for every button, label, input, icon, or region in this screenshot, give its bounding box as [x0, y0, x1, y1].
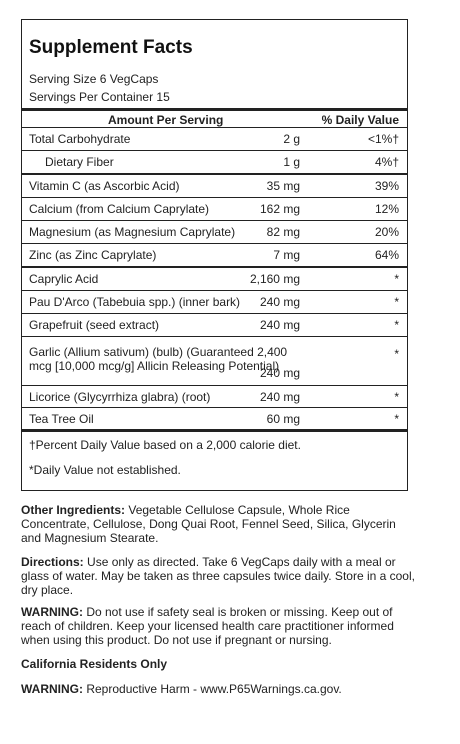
nutrient-row: [22, 151, 407, 173]
nutrient-dv: *: [394, 272, 399, 286]
thick-rule-bottom: [22, 429, 407, 432]
nutrient-amount: 1 g: [283, 155, 300, 169]
nutrient-name: Vitamin C (as Ascorbic Acid): [29, 179, 180, 193]
nutrient-row: [22, 244, 407, 266]
nutrient-row: [22, 337, 407, 385]
footnote-dv-not-established: *Daily Value not established.: [29, 463, 181, 477]
california-heading: California Residents Only: [21, 657, 168, 671]
nutrient-name: Zinc (as Zinc Caprylate): [29, 248, 157, 262]
nutrient-dv: *: [394, 389, 399, 404]
nutrient-row: [22, 268, 407, 290]
nutrient-dv: 39%: [374, 179, 399, 193]
directions-text: Use only as directed. Take 6 VegCaps daily with a meal or glass of water. May be taken as three capsules twice daily. Store in a cool, dry place.: [21, 555, 415, 597]
header-daily-value: % Daily Value: [321, 113, 399, 127]
nutrient-name: Magnesium (as Magnesium Caprylate): [29, 225, 236, 239]
nutrient-row: [22, 314, 407, 336]
warning: [21, 605, 416, 647]
nutrient-row: [22, 175, 407, 197]
nutrient-amount: 240 mg: [259, 389, 300, 404]
footnote-percent-dv: †Percent Daily Value based on a 2,000 calorie diet.: [29, 438, 301, 452]
nutrient-amount: 240 mg: [259, 366, 300, 380]
nutrient-amount: 2,160 mg: [249, 272, 300, 286]
other-ingredients-text: Vegetable Cellulose Capsule, Whole Rice Concentrate, Cellulose, Dong Quai Root, Fennel Seed, Silica, Glycerin and Magnesium Stearate.: [21, 503, 396, 545]
nutrient-row: [22, 198, 407, 220]
serving-size: Serving Size 6 VegCaps: [29, 72, 159, 86]
nutrient-dv: 12%: [374, 202, 399, 216]
nutrient-dv: 4%†: [374, 155, 399, 169]
header-amount-per-serving: Amount Per Serving: [108, 113, 224, 127]
nutrient-amount: 82 mg: [266, 225, 300, 239]
nutrient-name: Garlic (Allium sativum) (bulb) (Guaranteed 2,400 mcg [10,000 mcg/g] Allicin Releasing Potential): [29, 345, 288, 373]
nutrient-name: Caprylic Acid: [29, 272, 99, 286]
nutrient-row: [22, 291, 407, 313]
nutrient-amount: 60 mg: [266, 411, 300, 426]
nutrient-name: Grapefruit (seed extract): [29, 318, 160, 332]
nutrient-name: Pau D'Arco (Tabebuia spp.) (inner bark): [29, 295, 241, 309]
nutrient-row: [22, 221, 407, 243]
directions-label: Directions:: [21, 555, 84, 569]
nutrient-amount: 2 g: [283, 132, 300, 146]
thick-rule-top: [22, 108, 407, 111]
nutrient-amount: 240 mg: [259, 295, 300, 309]
nutrient-name: Calcium (from Calcium Caprylate): [29, 202, 210, 216]
nutrient-name: Dietary Fiber: [45, 155, 114, 169]
other-ingredients-label: Other Ingredients:: [21, 503, 126, 517]
nutrient-row: [22, 386, 407, 407]
servings-per-container: Servings Per Container 15: [29, 90, 170, 104]
nutrient-name: Licorice (Glycyrrhiza glabra) (root): [29, 389, 211, 404]
nutrient-dv: *: [394, 318, 399, 332]
nutrient-dv: 20%: [374, 225, 399, 239]
warning-label: WARNING:: [21, 605, 83, 619]
nutrient-dv: *: [394, 347, 399, 361]
warning-text: Do not use if safety seal is broken or missing. Keep out of reach of children. Keep your licensed health care practitioner informed when using this product. Do not use if pregnant or nursing.: [21, 605, 394, 647]
nutrient-amount: 162 mg: [259, 202, 300, 216]
nutrient-amount: 35 mg: [266, 179, 300, 193]
nutrient-name: Total Carbohydrate: [29, 132, 131, 146]
other-ingredients: [21, 503, 416, 545]
directions: [21, 555, 416, 597]
nutrient-dv: 64%: [374, 248, 399, 262]
nutrient-dv: <1%†: [367, 132, 399, 146]
prop65-label: WARNING:: [21, 682, 83, 696]
supplement-facts-panel: [21, 19, 408, 491]
nutrient-dv: *: [394, 295, 399, 309]
nutrient-amount: 7 mg: [273, 248, 300, 262]
nutrient-dv: *: [394, 411, 399, 426]
nutrient-row: [22, 408, 407, 429]
nutrient-amount: 240 mg: [259, 318, 300, 332]
panel-title: Supplement Facts: [29, 37, 193, 58]
prop65-warning: [21, 682, 416, 696]
nutrient-name: Tea Tree Oil: [29, 411, 94, 426]
nutrient-row: [22, 128, 407, 150]
prop65-text: Reproductive Harm - www.P65Warnings.ca.gov.: [83, 682, 342, 696]
